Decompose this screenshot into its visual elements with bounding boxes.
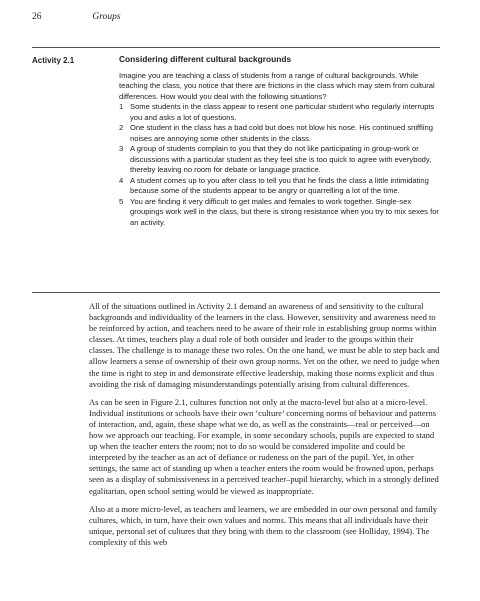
activity-item bbox=[119, 102, 440, 123]
activity-item bbox=[119, 144, 440, 176]
activity-item bbox=[119, 197, 440, 229]
item-number: 4 bbox=[119, 175, 124, 185]
item-text: You are finding it very difficult to get males and females to work together. Single-sex groupings work well in the class, but there is strong resistance when you try to mix sexes for an activity. bbox=[130, 196, 439, 227]
item-number: 5 bbox=[119, 196, 124, 206]
item-text: One student in the class has a bad cold but does not blow his nose. His continued sniffling noises are annoying some other students in the class. bbox=[130, 123, 433, 143]
item-number: 2 bbox=[119, 123, 124, 132]
item-text: Some students in the class appear to resent one particular student who regularly interrupts you and asks a lot of questions. bbox=[130, 102, 435, 122]
activity-bottom-rule bbox=[32, 292, 440, 293]
item-text: A group of students complain to you that they do not like participating in group-work or discussions with a particular student as they feel she is too quick to agree with everybody, thereby leaving no room for debate or language practice. bbox=[130, 144, 432, 174]
activity-label: Activity 2.1 bbox=[32, 56, 75, 65]
running-head bbox=[32, 12, 440, 22]
item-number: 1 bbox=[119, 102, 124, 111]
page-number: 26 bbox=[32, 12, 42, 22]
body-paragraph: All of the situations outlined in Activity 2.1 demand an awareness of and sensitivity to the cultural backgrounds and individuality of the learners in the class. However, sensitivity and awareness need to be reinforced by action, and teachers need to be aware of their role in establishing group norms within classes. At times, teachers play a dual role of both outsider and leader to the groups within their classes. The challenge is to manage these two roles. On the one hand, we must be able to step back and allow learners a sense of ownership of their own group norms. Yet on the other, we need to judge when the time is right to step in and demonstrate effective leadership, making those norms explicit and thus avoiding the risk of damaging misunderstandings potentially arising from cultural differences. bbox=[89, 301, 440, 389]
main-text bbox=[89, 301, 440, 555]
activity-list bbox=[119, 102, 440, 228]
activity-intro: Imagine you are teaching a class of students from a range of cultural backgrounds. While teaching the class, you notice that there are frictions in the class which may stem from cultural differences. How would you deal with the following situations? bbox=[119, 70, 435, 101]
running-section-title: Groups bbox=[92, 12, 121, 22]
body-paragraph: As can be seen in Figure 2.1, cultures function not only at the macro-level but also at a micro-level. Individual institutions or schools have their own ‘culture’ concerning norms of behaviour and patterns of interaction, and, again, these shape what we do, as well as the constraints—real or perceived—on how we approach our teaching. For example, in some secondary schools, pupils are expected to stand up when the teacher enters the room; not to do so would be considered impolite and could be interpreted by the teacher as an act of defiance or rudeness on the part of the pupil. Yet, in other settings, the same act of standing up when a teacher enters the room would be frowned upon, perhaps seen as a display of submissiveness in a perceived teacher–pupil hierarchy, which in a strongly defined egalitarian, open school setting would be viewed as inappropriate. bbox=[89, 396, 439, 496]
item-text: A student comes up to you after class to tell you that he finds the class a little intimidating because some of the students appear to be angry or quarrelling a lot of the time. bbox=[130, 175, 429, 195]
activity-box bbox=[32, 54, 440, 228]
activity-body bbox=[119, 54, 440, 228]
activity-item bbox=[119, 123, 440, 144]
activity-top-rule bbox=[32, 47, 440, 48]
activity-title: Considering different cultural backgrounds bbox=[119, 54, 292, 64]
activity-item bbox=[119, 176, 440, 197]
item-number: 3 bbox=[119, 144, 124, 153]
body-paragraph: Also at a more micro-level, as teachers and learners, we are embedded in our own personal and family cultures, which, in turn, have their own values and norms. This means that all individuals have their unique, personal set of cultures that they bring with them to the classroom (see Holliday, 1994). The complexity of this web bbox=[89, 503, 438, 547]
